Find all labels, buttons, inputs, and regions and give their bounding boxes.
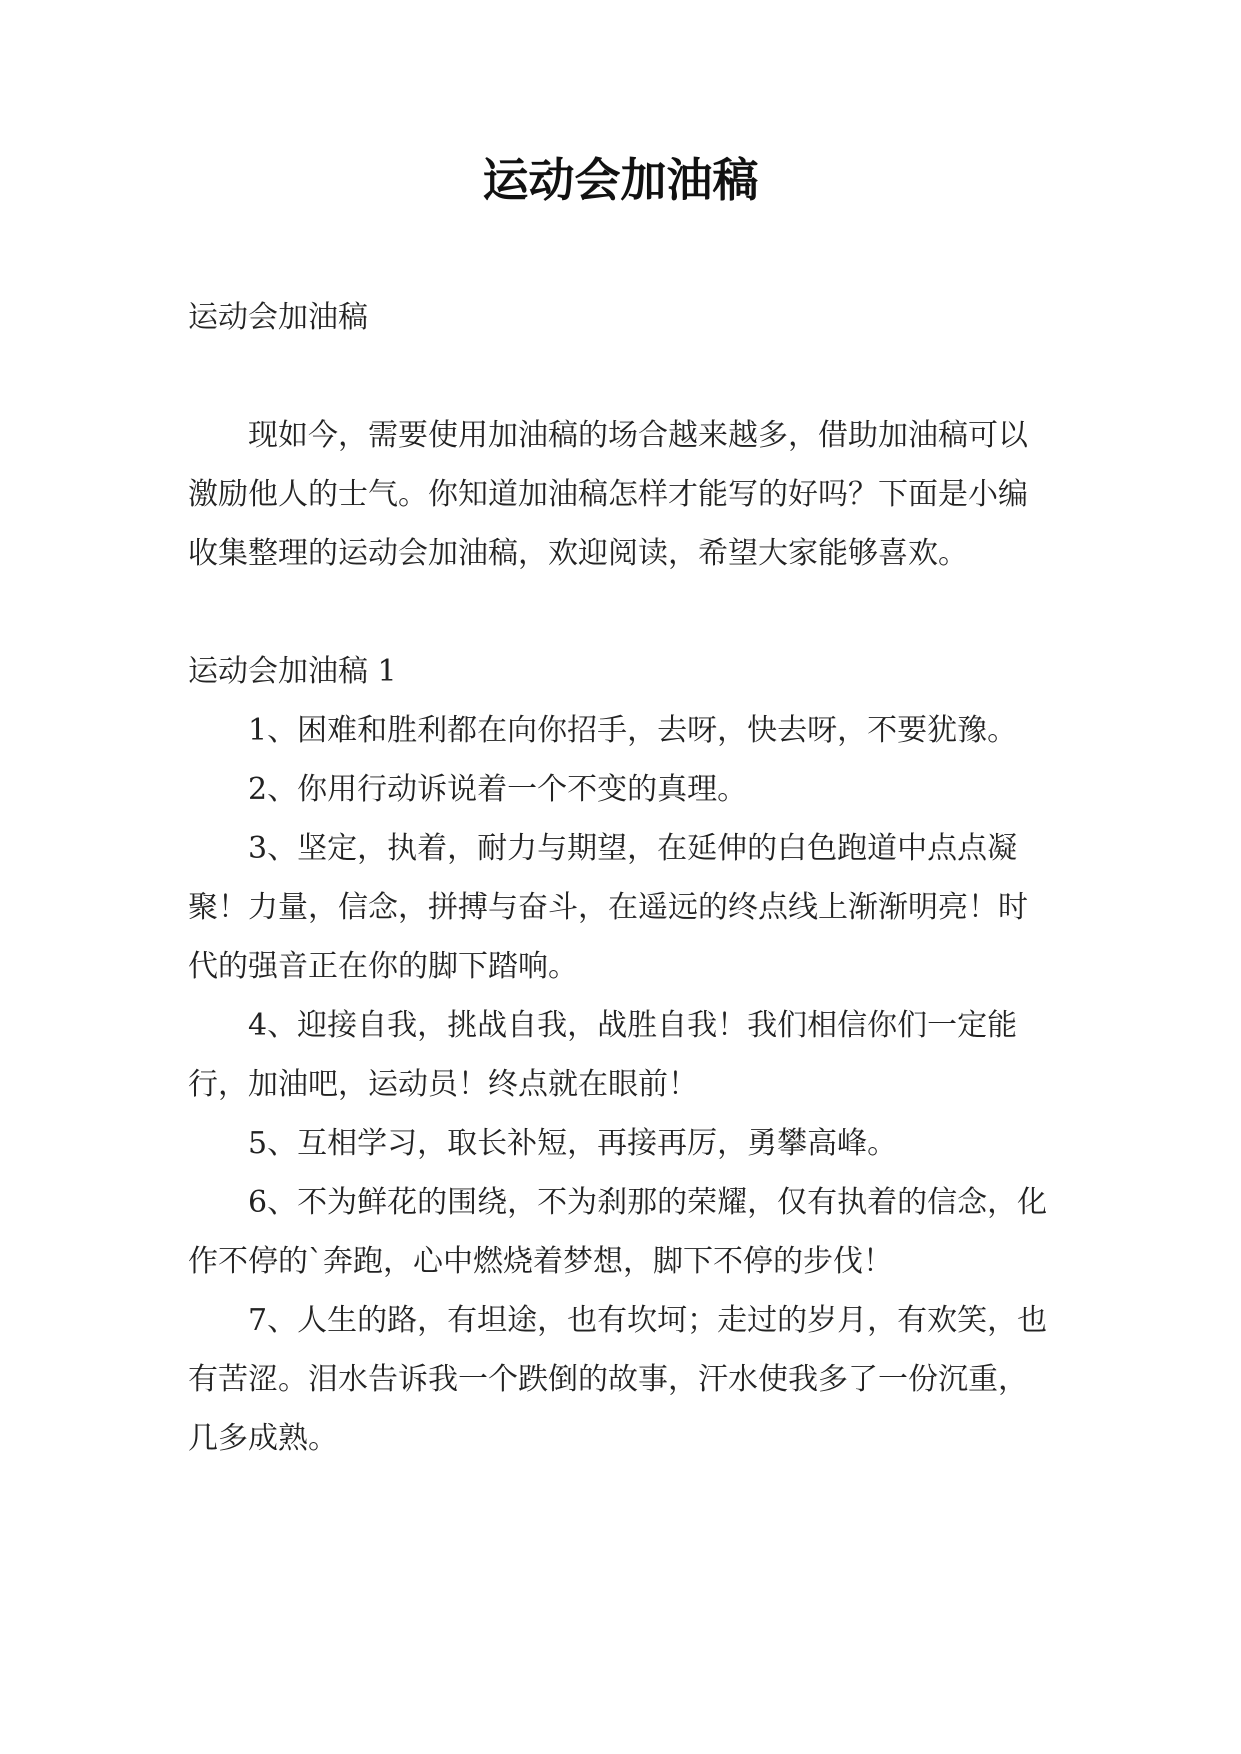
list-item: 6、不为鲜花的围绕，不为刹那的荣耀，仅有执着的信念，化作不停的`奔跑，心中燃烧着梦想，脚下不停的步伐！ xyxy=(188,1185,1048,1279)
document-body xyxy=(188,288,1053,1468)
list-item: 5、互相学习，取长补短，再接再厉，勇攀高峰。 xyxy=(248,1126,898,1161)
list-item: 4、迎接自我，挑战自我，战胜自我！我们相信你们一定能行，加油吧，运动员！终点就在眼前！ xyxy=(188,1008,1018,1102)
list-item: 2、你用行动诉说着一个不变的真理。 xyxy=(248,772,748,807)
intro-paragraph: 现如今，需要使用加油稿的场合越来越多，借助加油稿可以激励他人的士气。你知道加油稿怎样才能写的好吗？下面是小编收集整理的运动会加油稿，欢迎阅读，希望大家能够喜欢。 xyxy=(188,418,1028,571)
document-subtitle: 运动会加油稿 xyxy=(188,300,368,335)
section-heading: 运动会加油稿 1 xyxy=(188,654,397,689)
list-item: 1、困难和胜利都在向你招手，去呀，快去呀，不要犹豫。 xyxy=(248,713,1018,748)
list-item: 3、坚定，执着，耐力与期望，在延伸的白色跑道中点点凝聚！力量，信念，拼搏与奋斗，在遥远的终点线上渐渐明亮！时代的强音正在你的脚下踏响。 xyxy=(188,831,1028,984)
document-title: 运动会加油稿 xyxy=(482,153,759,207)
list-item: 7、人生的路，有坦途，也有坎坷；走过的岁月，有欢笑，也有苦涩。泪水告诉我一个跌倒的故事，汗水使我多了一份沉重，几多成熟。 xyxy=(188,1303,1048,1456)
